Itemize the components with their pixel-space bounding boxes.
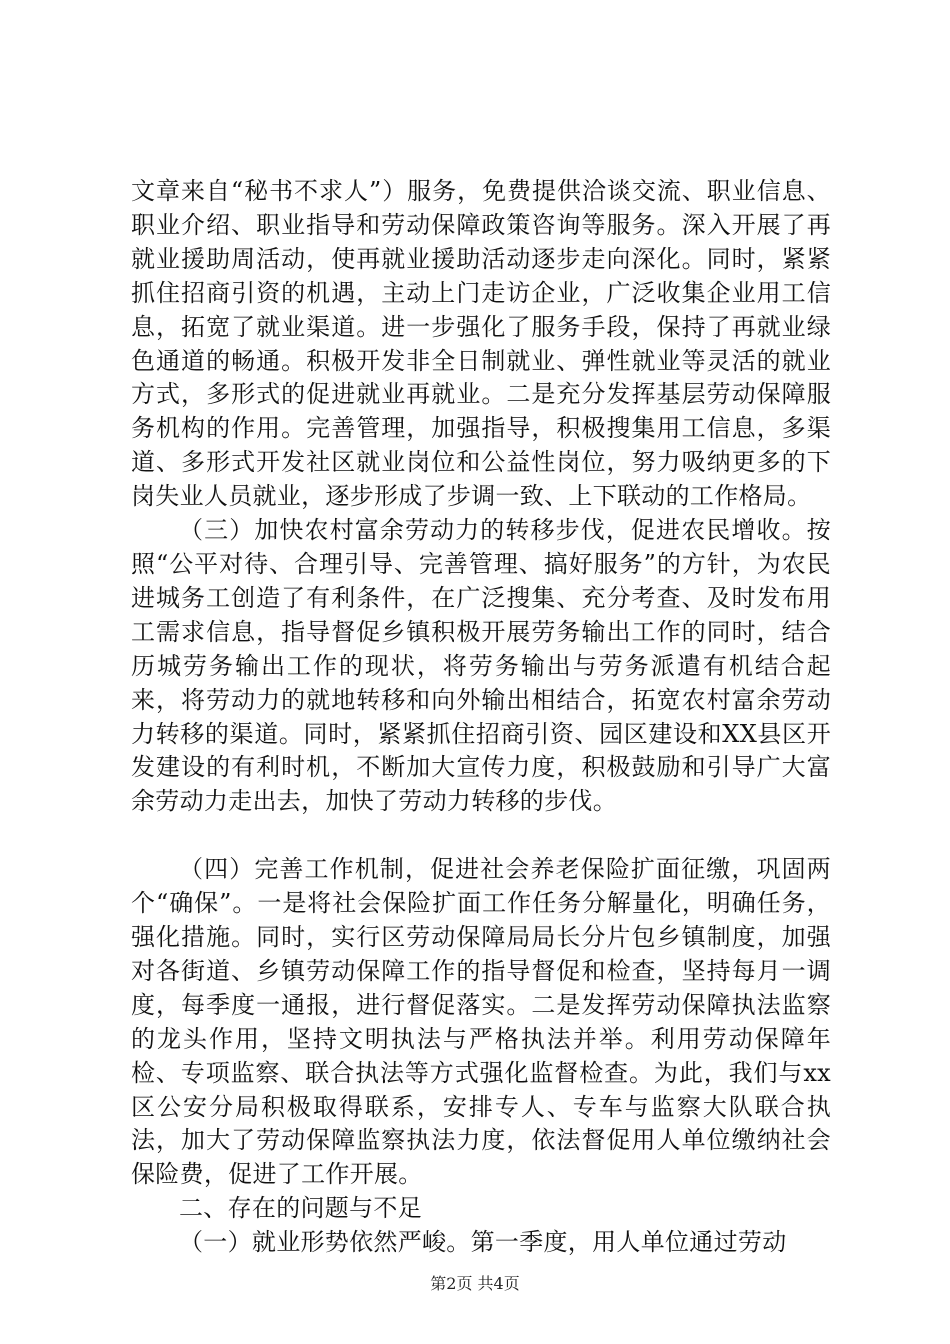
paragraph-rural-labor: （三）加快农村富余劳动力的转移步伐，促进农民增收。按照“公平对待、合理引导、完善管理、搞好服务”的方针，为农民进城务工创造了有利条件，在广泛搜集、充分考查、及时发布用工需求信息，指导督促乡镇积极开展劳务输出工作的同时，结合历城劳务输出工作的现状，将劳务输出与劳务派遣有机结合起来，将劳动力的就地转移和向外输出相结合，拓宽农村富余劳动力转移的渠道。同时，紧紧抓住招商引资、园区建设和XX县区开发建设的有利时机，不断加大宣传力度，积极鼓励和引导广大富余劳动力走出去，加快了劳动力转移的步伐。 — [131, 516, 831, 816]
paragraph-work-mechanism: （四）完善工作机制，促进社会养老保险扩面征缴，巩固两个“确保”。一是将社会保险扩面工作任务分解量化，明确任务，强化措施。同时，实行区劳动保障局局长分片包乡镇制度，加强对各街道、乡镇劳动保障工作的指导督促和检查，坚持每月一调度，每季度一通报，进行督促落实。二是发挥劳动保障执法监察的龙头作用，坚持文明执法与严格执法并举。利用劳动保障年检、专项监察、联合执法等方式强化监督检查。为此，我们与xx区公安分局积极取得联系，安排专人、专车与监察大队联合执法，加大了劳动保障监察执法力度，依法督促用人单位缴纳社会保险费，促进了工作开展。 — [131, 855, 831, 1189]
section-heading-problems: 二、存在的问题与不足 — [179, 1194, 422, 1223]
document-body — [131, 175, 831, 1260]
paragraph-services: 文章来自“秘书不求人”）服务，免费提供洽谈交流、职业信息、职业介绍、职业指导和劳动保障政策咨询等服务。深入开展了再就业援助周活动，使再就业援助活动逐步走向深化。同时，紧紧抓住招商引资的机遇，主动上门走访企业，广泛收集企业用工信息，拓宽了就业渠道。进一步强化了服务手段，保持了再就业绿色通道的畅通。积极开发非全日制就业、弹性就业等灵活的就业方式，多形式的促进就业再就业。二是充分发挥基层劳动保障服务机构的作用。完善管理，加强指导，积极搜集用工信息，多渠道、多形式开发社区就业岗位和公益性岗位，努力吸纳更多的下岗失业人员就业，逐步形成了步调一致、上下联动的工作格局。 — [131, 177, 831, 511]
page-footer — [0, 1274, 950, 1294]
page-number-label: 第2页 共4页 — [430, 1274, 520, 1293]
paragraph-employment-situation: （一）就业形势依然严峻。第一季度，用人单位通过劳动 — [179, 1228, 787, 1257]
